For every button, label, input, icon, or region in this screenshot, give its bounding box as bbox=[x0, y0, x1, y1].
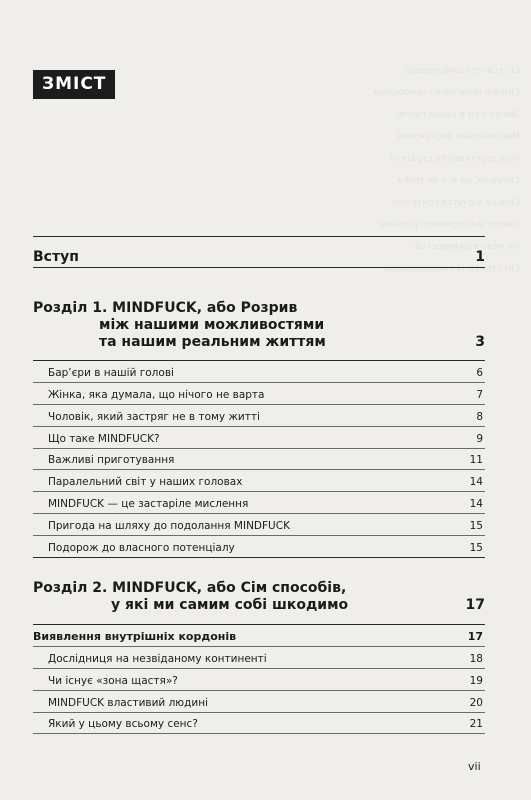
chapter2-title-line2[interactable]: у які ми самим собі шкодимо bbox=[111, 597, 349, 613]
toc-entry[interactable]: Дослідниця на незвіданому континенті 18 bbox=[33, 647, 485, 669]
toc-entry[interactable]: Який у цьому всьому сенс? 21 bbox=[33, 713, 485, 735]
chapter2-header bbox=[33, 580, 485, 613]
chapter2-entries bbox=[33, 624, 485, 734]
toc-entry[interactable]: MINDFUCK властивий людині 20 bbox=[33, 691, 485, 713]
chapter2-page: 17 bbox=[465, 597, 485, 613]
toc-entry[interactable]: Бар’єри в нашій голові 6 bbox=[33, 361, 485, 383]
toc-heading: ЗМІСТ bbox=[33, 70, 115, 99]
show-through-text: Сі стратегії самоперевір Сімейні прив'язки і самооцінка Звичні ігри в нашій голові Максимально виснажливі Конструктивність стратегії Ситуація, де все як треба Сильне відчуття контролю Самостійно прийняті рішення На межі можливостей Сім стратегій самоперевірки bbox=[373, 66, 520, 274]
chapter1-page: 3 bbox=[475, 334, 485, 350]
toc-entry[interactable]: Важливі приготування 11 bbox=[33, 449, 485, 471]
intro-page: 1 bbox=[475, 249, 485, 265]
toc-entry[interactable]: Подорож до власного потенціалу 15 bbox=[33, 536, 485, 558]
intro-block bbox=[33, 236, 485, 268]
toc-entry[interactable]: Чоловік, який застряг не в тому житті 8 bbox=[33, 405, 485, 427]
chapter1-entries bbox=[33, 360, 485, 558]
chapter1-header bbox=[33, 300, 485, 350]
chapter1-title-line3[interactable]: та нашим реальним життям bbox=[99, 334, 326, 350]
chapter1-title-line2[interactable]: між нашими можливостями bbox=[99, 317, 325, 333]
toc-entry[interactable]: MINDFUCK — це застаріле мислення 14 bbox=[33, 492, 485, 514]
toc-entry[interactable]: Жінка, яка думала, що нічого не варта 7 bbox=[33, 383, 485, 405]
chapter1-title-line1[interactable]: Розділ 1. MINDFUCK, або Розрив bbox=[33, 300, 298, 316]
toc-section-entry[interactable]: Виявлення внутрішніх кордонів 17 bbox=[33, 625, 485, 647]
intro-title[interactable]: Вступ bbox=[33, 249, 79, 265]
chapter2-title-line1[interactable]: Розділ 2. MINDFUCK, або Сім способів, bbox=[33, 580, 347, 596]
toc-entry[interactable]: Пригода на шляху до подолання MINDFUCK 15 bbox=[33, 514, 485, 536]
toc-entry[interactable]: Чи існує «зона щастя»? 19 bbox=[33, 669, 485, 691]
toc-entry[interactable]: Що таке MINDFUCK? 9 bbox=[33, 427, 485, 449]
toc-entry[interactable]: Паралельний світ у наших головах 14 bbox=[33, 470, 485, 492]
page-number: vii bbox=[468, 760, 481, 773]
